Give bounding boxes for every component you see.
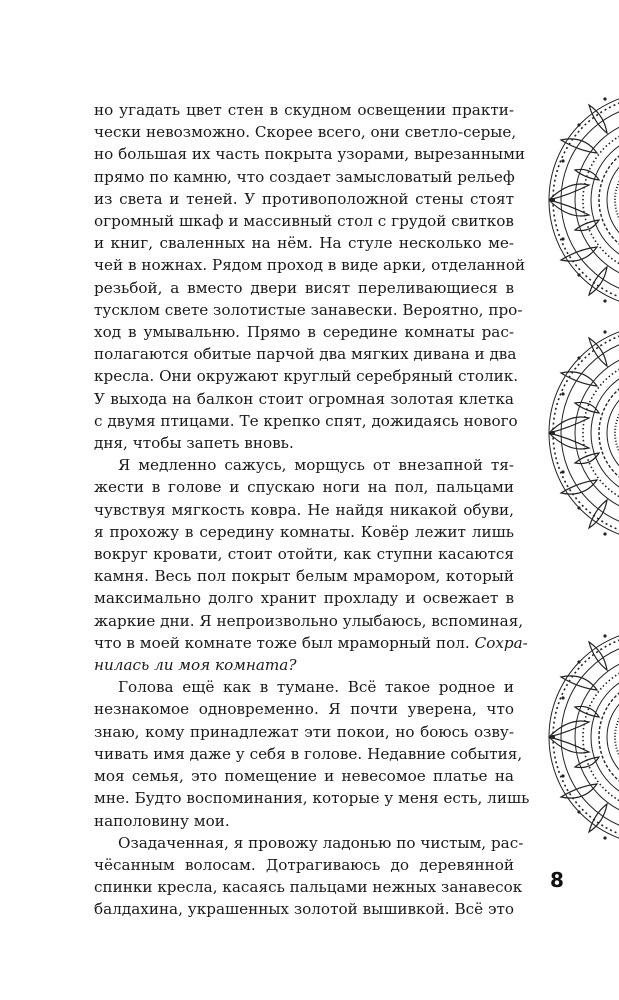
page-number: 8 [550,868,564,892]
text-line: я прохожу в середину комнаты. Ковёр лежит лишь [94,522,514,541]
mandala-icon [539,85,619,315]
page-text [94,99,530,921]
text-line: огромный шкаф и массивный стол с грудой свитков [94,212,514,231]
text-line: резьбой, а вместо двери висят переливающиеся в [94,278,514,297]
text-line: кресла. Они окружают круглый серебряный столик. [94,367,519,386]
text-line: знаю, кому принадлежат эти покои, но боюсь озву- [94,722,514,741]
text-line: прямо по камню, что создает замысловатый рельеф [94,167,515,186]
text-line: спинки кресла, касаясь пальцами нежных занавесок [94,878,523,897]
text-line: но большая их часть покрыта узорами, вырезанными [94,145,526,164]
mandala-ornament-bottom [539,622,619,852]
text-line: У выхода на балкон стоит огромная золотая клетка [94,389,514,408]
text-line: жести в голове и спускаю ноги на пол, пальцами [94,478,514,497]
mandala-icon [539,622,619,852]
text-line: тусклом свете золотистые занавески. Вероятно, про- [94,300,523,319]
text-line: полагаются обитые парчой два мягких дивана и два [94,345,517,364]
paragraph-1 [94,99,526,454]
text-line: моя семья, это помещение и невесомое платье на [94,767,514,786]
text-line: Озадаченная, я провожу ладонью по чистым, рас- [118,833,524,852]
text-line [94,632,528,654]
text-line: Голова ещё как в тумане. Всё такое родное и [118,678,514,697]
text-segment: что в моей комнате тоже был мраморный пол. [94,633,470,652]
text-line: дня, чтобы запеть вновь. [94,434,294,453]
text-line: жаркие дни. Я непроизвольно улыбаюсь, вспоминая, [94,611,524,630]
italic-text: Сохра- [474,633,528,652]
mandala-icon [539,318,619,548]
text-line: чёсанным волосам. Дотрагиваюсь до деревянной [94,855,514,874]
text-line: чей в ножнах. Рядом проход в виде арки, отделанной [94,256,526,275]
text-line: из света и теней. У противоположной стены стоят [94,189,514,208]
text-line: незнакомое одновременно. Я почти уверена, что [94,700,514,719]
text-line: вокруг кровати, стоит отойти, как ступни касаются [94,545,514,564]
text-line: балдахина, украшенных золотой вышивкой. Всё это [94,900,514,919]
text-line: Я медленно сажусь, морщусь от внезапной тя- [118,456,514,475]
mandala-ornament-top [539,85,619,315]
paragraph-4 [94,832,524,921]
paragraph-3 [94,676,530,831]
text-line: ход в умывальню. Прямо в середине комнаты рас- [94,323,514,342]
paragraph-2 [94,454,528,676]
text-line: и книг, сваленных на нём. На стуле несколько ме- [94,234,514,253]
text-line: максимально долго хранит прохладу и освежает в [94,589,514,608]
text-line: камня. Весь пол покрыт белым мрамором, который [94,567,514,586]
text-line: с двумя птицами. Те крепко спят, дожидаясь нового [94,411,518,430]
text-line: чивать имя даже у себя в голове. Недавние события, [94,744,523,763]
text-line: наполовину мои. [94,811,230,830]
mandala-ornament-middle [539,318,619,548]
italic-text-line: нилась ли моя комната? [94,656,297,675]
text-line: чувствуя мягкость ковра. Не найдя никакой обуви, [94,500,514,519]
text-line: мне. Будто воспоминания, которые у меня есть, лишь [94,789,530,808]
text-line: но угадать цвет стен в скудном освещении практи- [94,101,514,119]
text-line: чески невозможно. Скорее всего, они светло-серые, [94,123,517,142]
